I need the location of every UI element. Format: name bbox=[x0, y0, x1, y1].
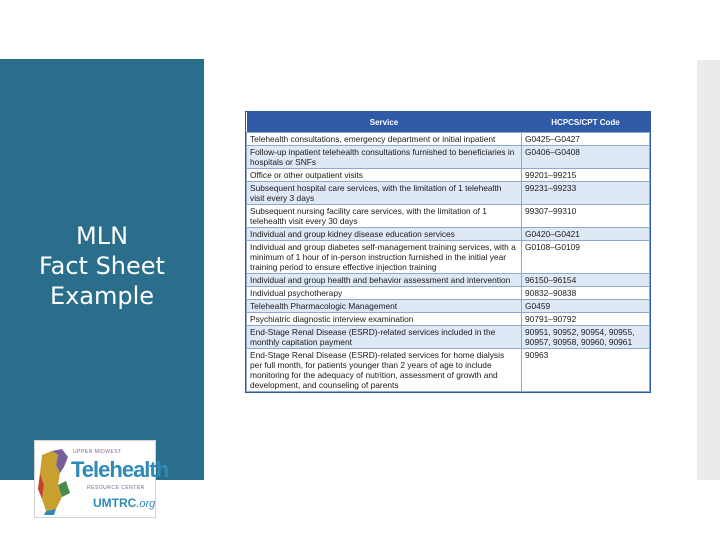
code-cell: 90832–90838 bbox=[522, 287, 650, 300]
header-code: HCPCS/CPT Code bbox=[522, 112, 650, 133]
table-row bbox=[247, 326, 650, 349]
code-cell: 96150–96154 bbox=[522, 274, 650, 287]
service-cell: End-Stage Renal Disease (ESRD)-related services included in the monthly capitation payment bbox=[247, 326, 522, 349]
service-cell: Individual and group health and behavior assessment and intervention bbox=[247, 274, 522, 287]
code-cell: 90951, 90952, 90954, 90955, 90957, 90958, 90960, 90961 bbox=[522, 326, 650, 349]
table-row bbox=[247, 300, 650, 313]
code-cell: 90791–90792 bbox=[522, 313, 650, 326]
logo-tagline-top: UPPER MIDWEST bbox=[73, 449, 122, 455]
service-cell: Psychiatric diagnostic interview examination bbox=[247, 313, 522, 326]
table-row bbox=[247, 313, 650, 326]
header-service: Service bbox=[247, 112, 522, 133]
right-scroll-bar bbox=[697, 60, 720, 480]
slide-title bbox=[0, 221, 204, 311]
table-row bbox=[247, 287, 650, 300]
service-cell: Subsequent nursing facility care services, with the limitation of 1 telehealth visit every 30 days bbox=[247, 205, 522, 228]
code-cell: G0459 bbox=[522, 300, 650, 313]
service-cell: Follow-up inpatient telehealth consultations furnished to beneficiaries in hospitals or SNFs bbox=[247, 146, 522, 169]
table-row bbox=[247, 228, 650, 241]
midwest-map-icon bbox=[38, 445, 72, 515]
code-cell: G0420–G0421 bbox=[522, 228, 650, 241]
logo-wordmark: Telehealth bbox=[71, 457, 169, 482]
table-row bbox=[247, 205, 650, 228]
code-cell: G0108–G0109 bbox=[522, 241, 650, 274]
code-cell: 99307–99310 bbox=[522, 205, 650, 228]
umtrc-logo bbox=[34, 440, 169, 518]
code-cell: 99201–99215 bbox=[522, 169, 650, 182]
service-cell: Subsequent hospital care services, with the limitation of 1 telehealth visit every 3 days bbox=[247, 182, 522, 205]
service-code-table bbox=[245, 111, 651, 393]
service-cell: Telehealth Pharmacologic Management bbox=[247, 300, 522, 313]
table-row bbox=[247, 182, 650, 205]
service-cell: Individual and group kidney disease education services bbox=[247, 228, 522, 241]
slide-title-line-3: Example bbox=[49, 282, 155, 310]
table-row bbox=[247, 349, 650, 392]
service-cell: End-Stage Renal Disease (ESRD)-related services for home dialysis per full month, for patients younger than 2 years of age to include monitoring for the adequacy of nutrition, assessment of growth and development, and counseling of parents bbox=[247, 349, 522, 392]
table-row bbox=[247, 146, 650, 169]
service-cell: Individual and group diabetes self-management training services, with a minimum of 1 hour of in-person instruction furnished in the initial year training period to ensure effective injection training bbox=[247, 241, 522, 274]
code-cell: G0406–G0408 bbox=[522, 146, 650, 169]
service-cell: Individual psychotherapy bbox=[247, 287, 522, 300]
logo-url bbox=[93, 496, 155, 510]
code-cell: 90963 bbox=[522, 349, 650, 392]
table-header-row bbox=[247, 112, 650, 133]
code-cell: 99231–99233 bbox=[522, 182, 650, 205]
logo-url-main: UMTRC bbox=[93, 496, 137, 510]
logo-url-suffix: .org bbox=[136, 498, 156, 510]
slide-title-line-2: Fact Sheet bbox=[39, 252, 165, 280]
logo-tagline-bottom: RESOURCE CENTER bbox=[87, 485, 145, 491]
table-row bbox=[247, 241, 650, 274]
table-row bbox=[247, 274, 650, 287]
code-cell: G0425–G0427 bbox=[522, 133, 650, 146]
service-cell: Telehealth consultations, emergency department or initial inpatient bbox=[247, 133, 522, 146]
slide-title-line-1: MLN bbox=[75, 222, 129, 250]
table-row bbox=[247, 133, 650, 146]
table-row bbox=[247, 169, 650, 182]
service-cell: Office or other outpatient visits bbox=[247, 169, 522, 182]
